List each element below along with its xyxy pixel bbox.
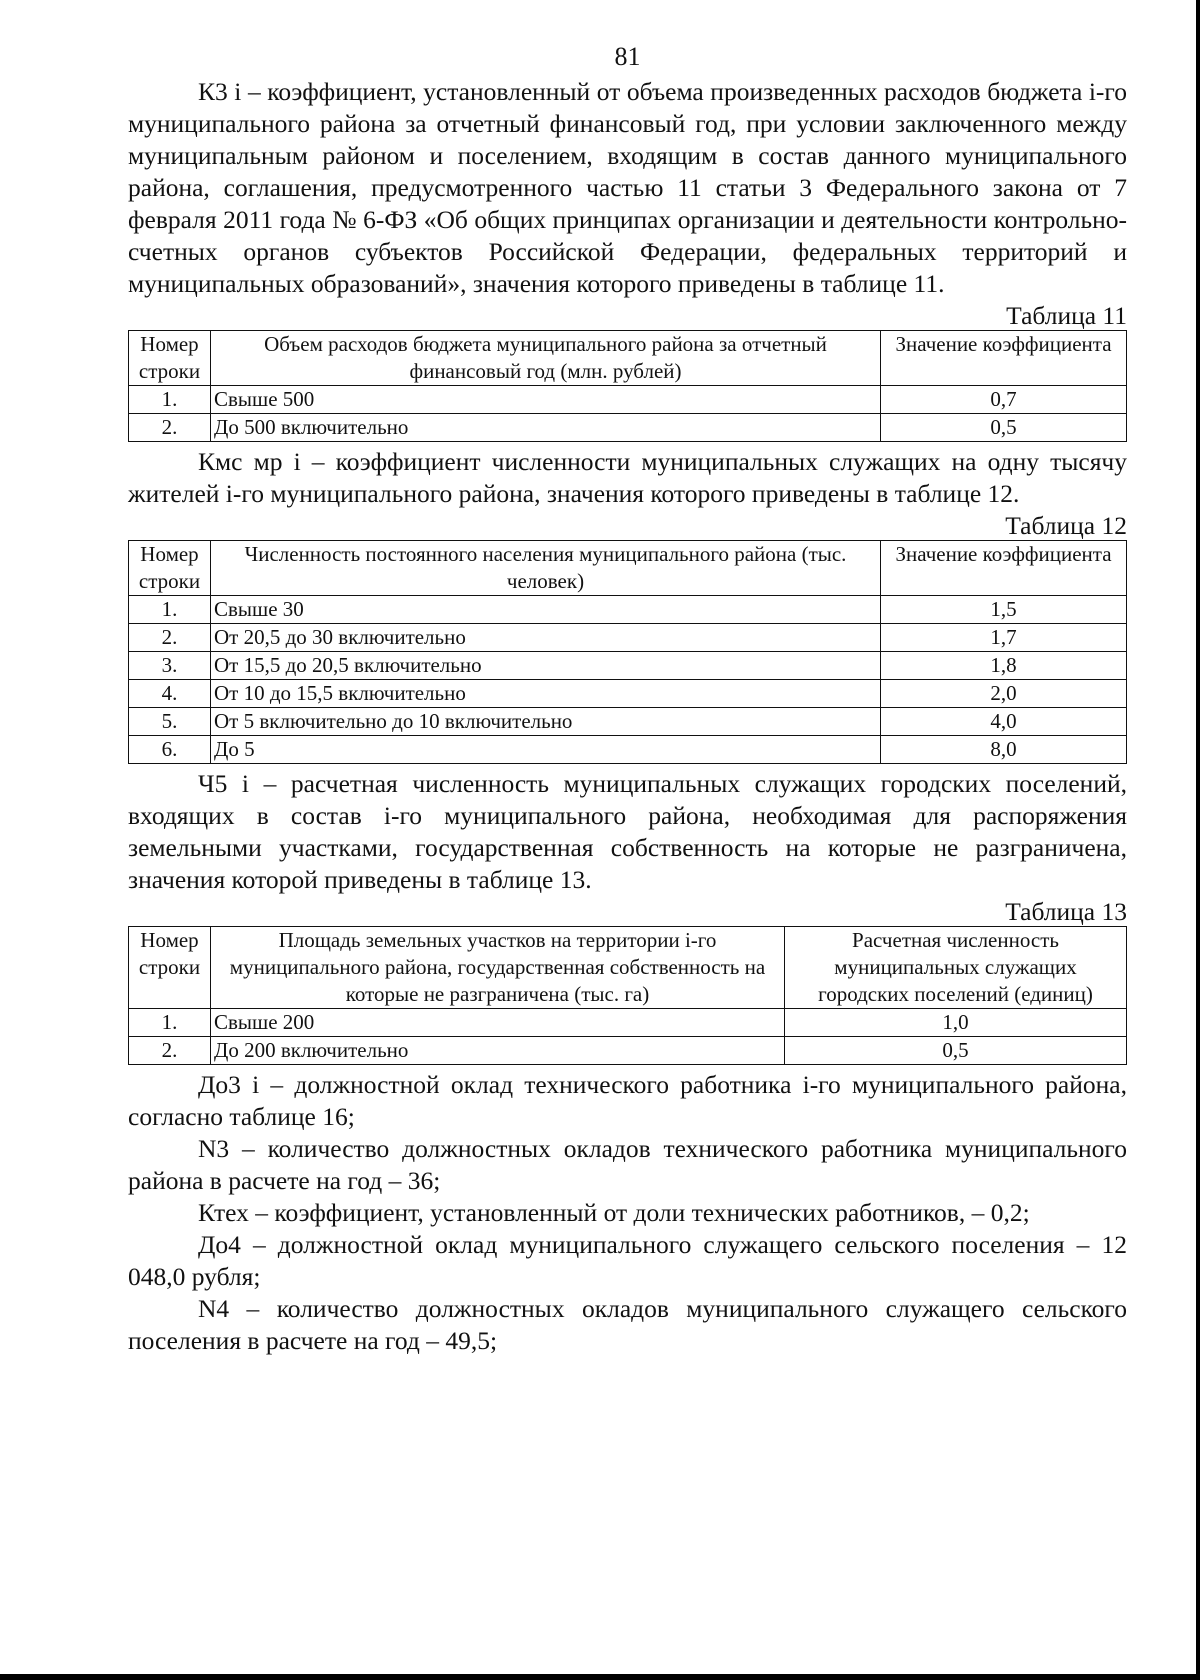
row-number: 6.	[129, 736, 211, 764]
table-12	[128, 540, 1127, 764]
table-13	[128, 926, 1127, 1065]
row-label: До 5	[211, 736, 881, 764]
row-number: 3.	[129, 652, 211, 680]
row-value: 1,5	[881, 596, 1127, 624]
row-number: 2.	[129, 414, 211, 442]
table-row	[129, 736, 1127, 764]
table-row	[129, 708, 1127, 736]
row-number: 2.	[129, 624, 211, 652]
row-number: 4.	[129, 680, 211, 708]
row-label: Свыше 200	[211, 1009, 785, 1037]
row-label: Свыше 30	[211, 596, 881, 624]
paragraph-k3: К3 i – коэффициент, установленный от объема произведенных расходов бюджета i-го муниципального района за отчетный финансовый год, при условии заключенного между муниципальным районом и поселением, входящим в состав данного муниципального района, соглашения, предусмотренного частью 11 статьи 3 Федерального закона от 7 февраля 2011 года № 6-ФЗ «Об общих принципах организации и деятельности контрольно-счетных органов субъектов Российской Федерации, федеральных территорий и муниципальных образований», значения которого приведены в таблице 11.	[128, 77, 1127, 298]
table-13-caption: Таблица 13	[1005, 897, 1127, 926]
table-header-row	[129, 927, 1127, 1009]
page-number: 81	[614, 42, 641, 71]
table-row	[129, 1037, 1127, 1065]
row-value: 1,8	[881, 652, 1127, 680]
header-land-area: Площадь земельных участков на территории i-го муниципального района, государственная собственность на которые не разграничена (тыс. га)	[211, 927, 785, 1009]
row-value: 4,0	[881, 708, 1127, 736]
header-row-number: Номер строки	[129, 541, 211, 596]
row-label: До 200 включительно	[211, 1037, 785, 1065]
table-row	[129, 652, 1127, 680]
paragraph-n3: N3 – количество должностных окладов технического работника муниципального района в расчете на год – 36;	[128, 1134, 1127, 1195]
row-value: 0,5	[881, 414, 1127, 442]
row-value: 1,7	[881, 624, 1127, 652]
table-header-row	[129, 541, 1127, 596]
header-budget-volume: Объем расходов бюджета муниципального района за отчетный финансовый год (млн. рублей)	[211, 331, 881, 386]
paragraph-ktex: Ктех – коэффициент, установленный от доли технических работников, – 0,2;	[198, 1198, 1030, 1227]
paragraph-n4: N4 – количество должностных окладов муниципального служащего сельского поселения в расчете на год – 49,5;	[128, 1294, 1127, 1355]
paragraph-do4: До4 – должностной оклад муниципального служащего сельского поселения – 12 048,0 рубля;	[128, 1230, 1127, 1291]
table-row	[129, 680, 1127, 708]
paragraph-kms: Кмс мр i – коэффициент численности муниципальных служащих на одну тысячу жителей i-го муниципального района, значения которого приведены в таблице 12.	[128, 447, 1127, 508]
row-value: 0,5	[785, 1037, 1127, 1065]
table-row	[129, 1009, 1127, 1037]
table-row	[129, 414, 1127, 442]
table-11	[128, 330, 1127, 442]
row-value: 0,7	[881, 386, 1127, 414]
document-page	[128, 40, 1127, 1357]
row-label: Свыше 500	[211, 386, 881, 414]
header-row-number: Номер строки	[129, 927, 211, 1009]
table-row	[129, 624, 1127, 652]
header-coefficient: Значение коэффициента	[881, 541, 1127, 596]
row-number: 1.	[129, 596, 211, 624]
row-value: 1,0	[785, 1009, 1127, 1037]
scan-edge-right	[1196, 0, 1200, 1680]
header-row-number: Номер строки	[129, 331, 211, 386]
scan-edge-bottom	[0, 1674, 1200, 1680]
header-population: Численность постоянного населения муниципального района (тыс. человек)	[211, 541, 881, 596]
table-header-row	[129, 331, 1127, 386]
row-number: 5.	[129, 708, 211, 736]
row-number: 1.	[129, 1009, 211, 1037]
header-estimated-staff: Расчетная численность муниципальных служащих городских поселений (единиц)	[785, 927, 1127, 1009]
table-11-caption: Таблица 11	[1006, 301, 1127, 330]
row-label: До 500 включительно	[211, 414, 881, 442]
row-label: От 20,5 до 30 включительно	[211, 624, 881, 652]
row-number: 1.	[129, 386, 211, 414]
paragraph-do3: До3 i – должностной оклад технического работника i-го муниципального района, согласно таблице 16;	[128, 1070, 1127, 1131]
table-row	[129, 386, 1127, 414]
table-12-caption: Таблица 12	[1005, 511, 1127, 540]
row-label: От 15,5 до 20,5 включительно	[211, 652, 881, 680]
paragraph-ch5: Ч5 i – расчетная численность муниципальных служащих городских поселений, входящих в состав i-го муниципального района, необходимая для распоряжения земельными участками, государственная собственность на которые не разграничена, значения которой приведены в таблице 13.	[128, 769, 1127, 894]
row-value: 8,0	[881, 736, 1127, 764]
row-label: От 10 до 15,5 включительно	[211, 680, 881, 708]
header-coefficient: Значение коэффициента	[881, 331, 1127, 386]
table-row	[129, 596, 1127, 624]
row-label: От 5 включительно до 10 включительно	[211, 708, 881, 736]
row-value: 2,0	[881, 680, 1127, 708]
row-number: 2.	[129, 1037, 211, 1065]
